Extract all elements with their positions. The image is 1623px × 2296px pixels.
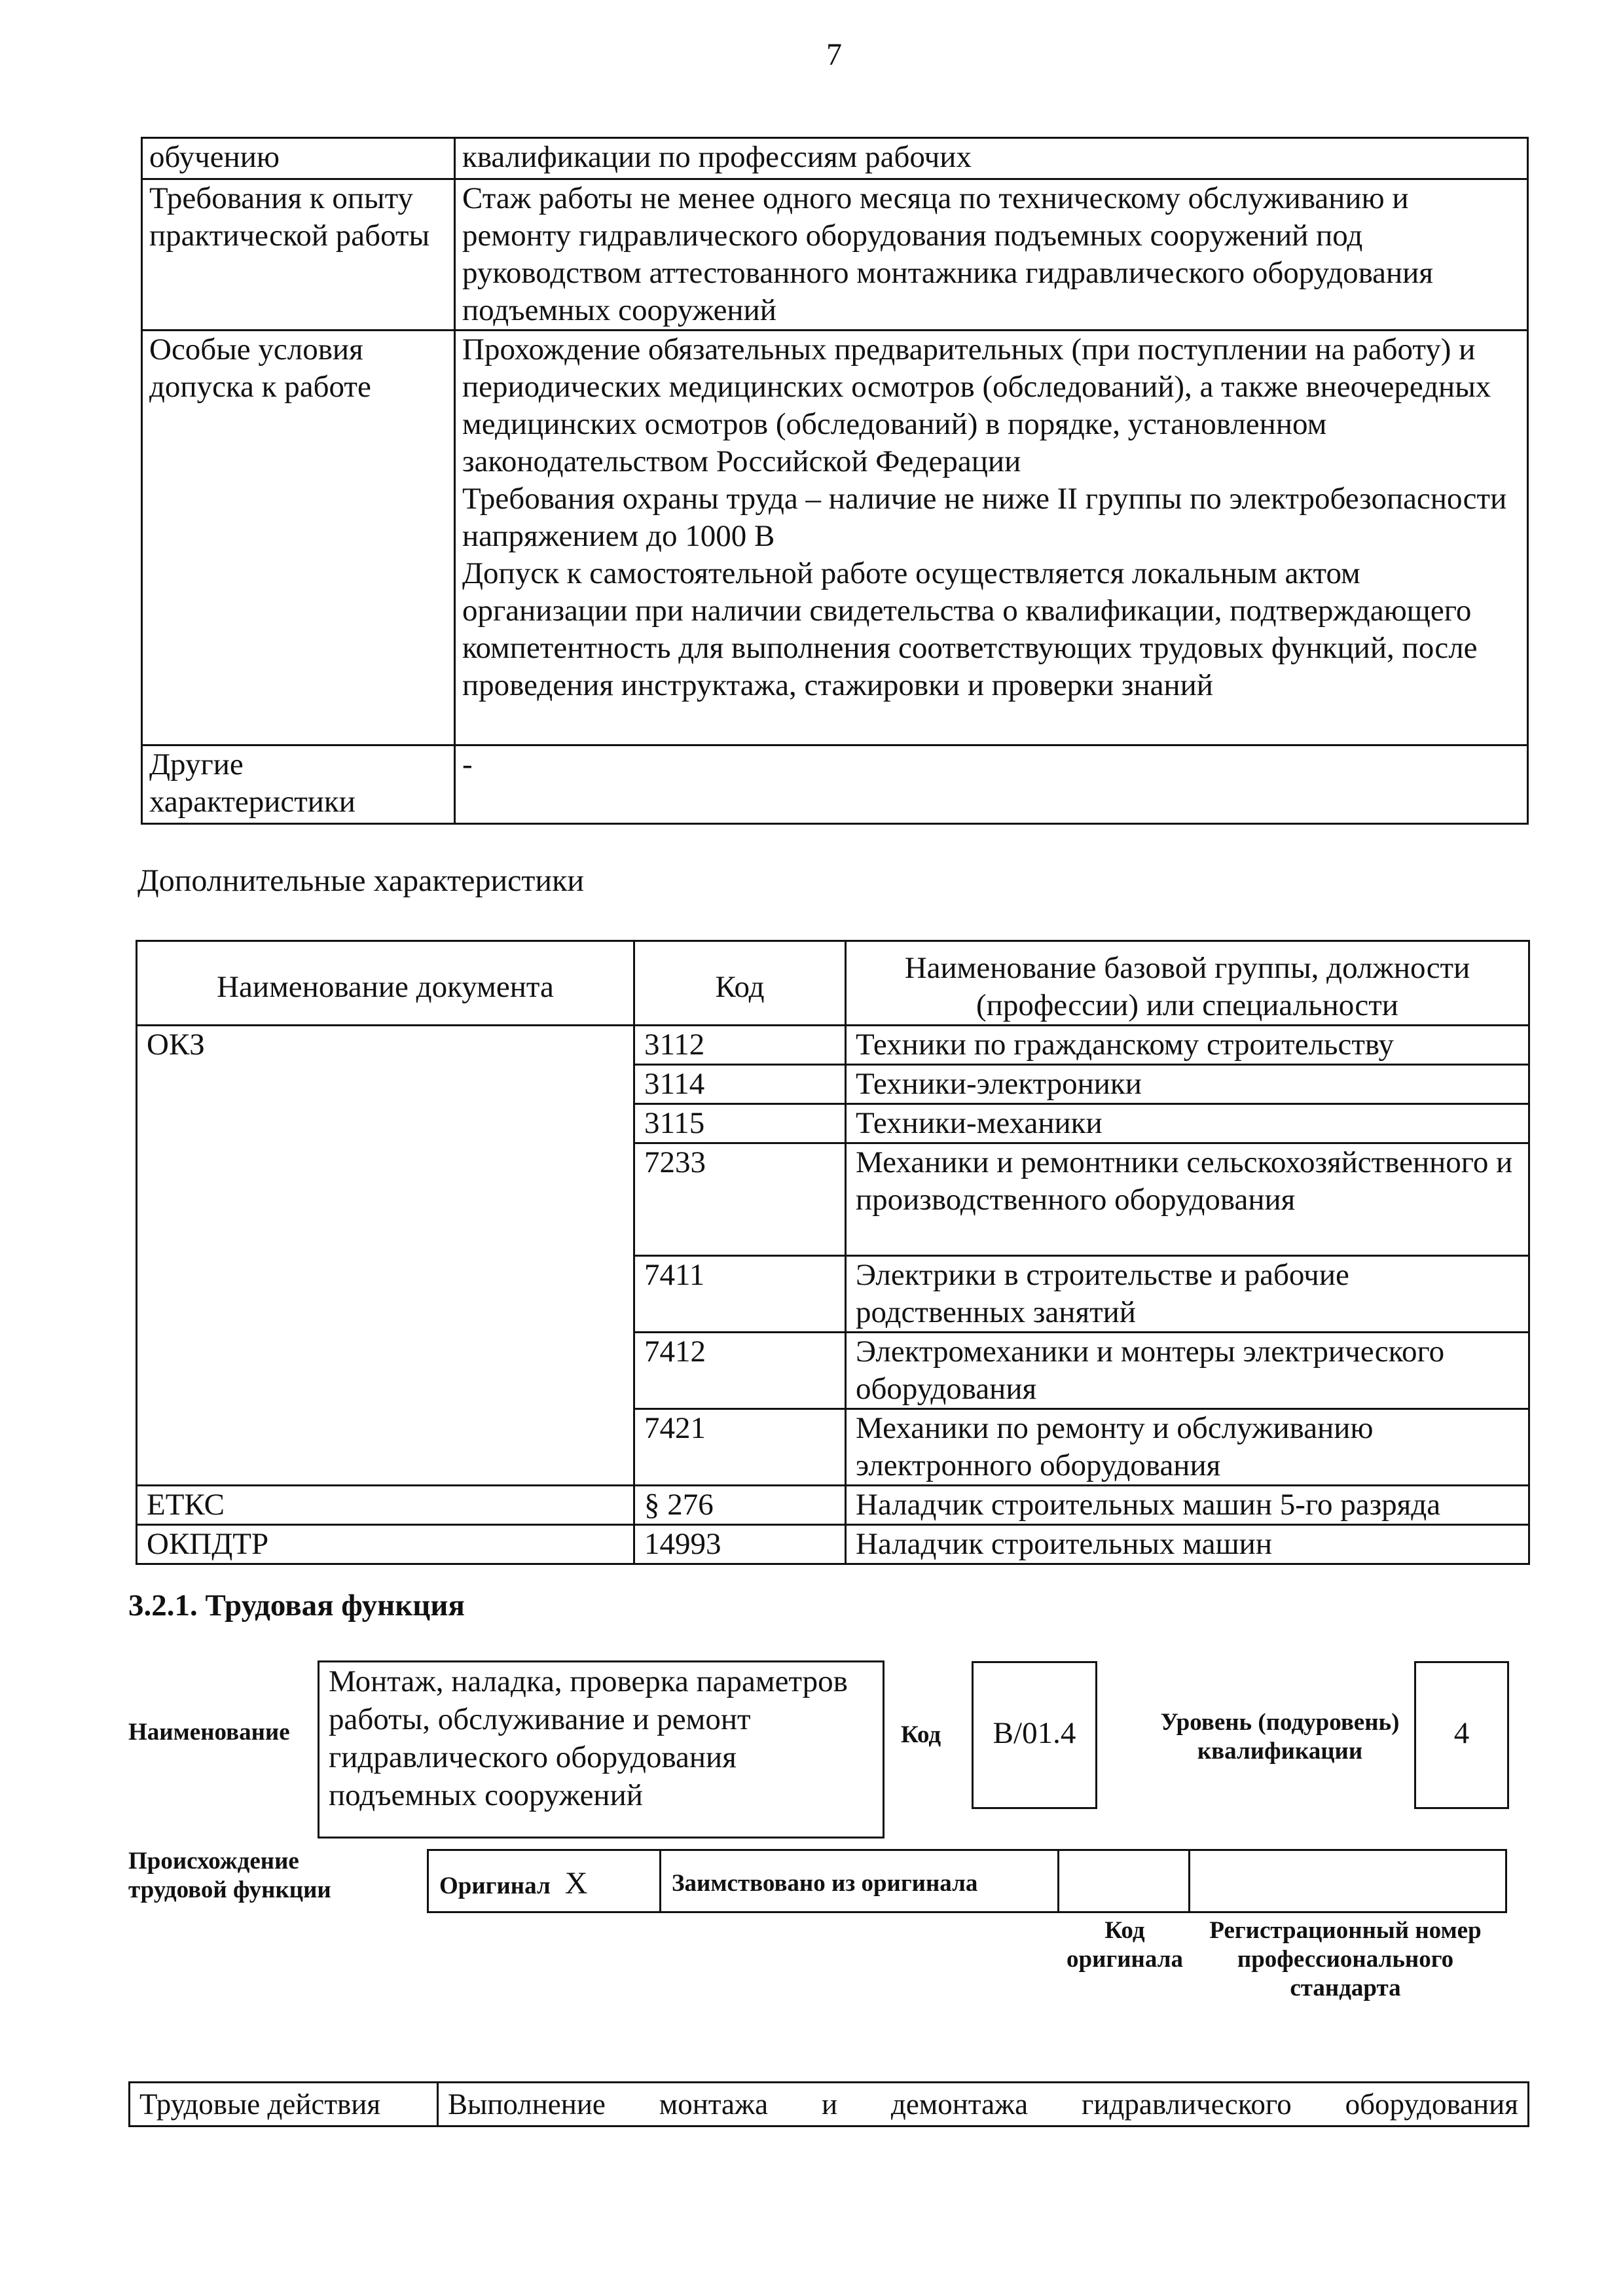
code-cell: 14993 bbox=[634, 1525, 846, 1564]
name-cell: Наладчик строительных машин bbox=[846, 1525, 1529, 1564]
row-value: квалификации по профессиям рабочих bbox=[455, 138, 1528, 179]
name-cell: Электромеханики и монтеры электрического оборудования bbox=[846, 1333, 1529, 1409]
function-code-box bbox=[972, 1661, 1097, 1809]
row-label: Особые условия допуска к работе bbox=[142, 331, 455, 745]
code-cell: 3115 bbox=[634, 1104, 846, 1143]
row-label: обучению bbox=[142, 138, 455, 179]
reg-number-caption: Регистрационный номер профессионального стандарта bbox=[1209, 1917, 1482, 2001]
value-paragraph: Требования охраны труда – наличие не ниже II группы по электробезопасности напряжением до 1000 В bbox=[462, 482, 1507, 553]
level-box bbox=[1414, 1661, 1509, 1809]
code-cell: 3114 bbox=[634, 1065, 846, 1104]
additional-characteristics-table bbox=[136, 940, 1530, 1565]
origin-row bbox=[427, 1849, 1507, 1913]
doc-etks: ЕТКС bbox=[137, 1486, 634, 1525]
header-group-name: Наименование базовой группы, должности (профессии) или специальности bbox=[846, 941, 1529, 1026]
header-code: Код bbox=[634, 941, 846, 1026]
origin-label: Происхождение трудовой функции bbox=[128, 1848, 331, 1903]
table-row bbox=[142, 179, 1528, 331]
function-heading: 3.2.1. Трудовая функция bbox=[128, 1588, 465, 1623]
code-label: Код bbox=[901, 1721, 941, 1748]
word: монтажа bbox=[659, 2088, 769, 2121]
word: оборудования bbox=[1345, 2088, 1518, 2121]
code-cell: 7412 bbox=[634, 1333, 846, 1409]
original-code-cell bbox=[1059, 1851, 1190, 1911]
row-value: - bbox=[455, 745, 1528, 824]
table-row bbox=[142, 745, 1528, 824]
labor-actions-label: Трудовые действия bbox=[130, 2083, 438, 2126]
word: демонтажа bbox=[890, 2088, 1029, 2121]
table-header-row bbox=[137, 941, 1529, 1026]
table-row bbox=[142, 138, 1528, 179]
row-value bbox=[455, 331, 1528, 745]
table-row bbox=[137, 1486, 1529, 1525]
value-paragraph: Прохождение обязательных предварительных (при поступлении на работу) и периодических медицинских осмотров (обследований), а также внеочередных медицинских осмотров (обследований) в порядке, установленном законодательством Российской Федерации bbox=[462, 332, 1491, 478]
original-label: Оригинал bbox=[439, 1873, 551, 1899]
reg-number-cell bbox=[1190, 1851, 1505, 1911]
function-name-text: Монтаж, наладка, проверка параметров работы, обслуживание и ремонт гидравлического оборудования подъемных сооружений bbox=[329, 1664, 848, 1812]
name-cell: Механики и ремонтники сельскохозяйственного и производственного оборудования bbox=[846, 1143, 1529, 1256]
name-cell: Техники по гражданскому строительству bbox=[846, 1026, 1529, 1065]
name-cell: Электрики в строительстве и рабочие родственных занятий bbox=[846, 1256, 1529, 1333]
row-value: Стаж работы не менее одного месяца по техническому обслуживанию и ремонту гидравлического оборудования подъемных сооружений под руководством аттестованного монтажника гидравлического оборудования подъемных сооружений bbox=[455, 179, 1528, 331]
table-row bbox=[130, 2083, 1529, 2126]
qualification-requirements-table bbox=[141, 137, 1529, 825]
code-cell: 7411 bbox=[634, 1256, 846, 1333]
word: и bbox=[821, 2088, 838, 2121]
table-row bbox=[142, 331, 1528, 745]
labor-actions-value bbox=[438, 2083, 1529, 2126]
table-row bbox=[137, 1525, 1529, 1564]
header-document: Наименование документа bbox=[137, 941, 634, 1026]
original-mark: X bbox=[564, 1866, 588, 1901]
code-cell: 7421 bbox=[634, 1409, 846, 1486]
original-code-caption: Код оригинала bbox=[1067, 1917, 1183, 1973]
doc-okpdtr: ОКПДТР bbox=[137, 1525, 634, 1564]
labor-actions-table bbox=[128, 2081, 1529, 2127]
level-value: 4 bbox=[1453, 1716, 1470, 1750]
word: гидравлического bbox=[1081, 2088, 1292, 2121]
name-cell: Механики по ремонту и обслуживанию электронного оборудования bbox=[846, 1409, 1529, 1486]
level-label: Уровень (подуровень) квалификации bbox=[1160, 1709, 1400, 1765]
borrowed-label: Заимствовано из оригинала bbox=[672, 1870, 978, 1897]
function-code-value: B/01.4 bbox=[993, 1716, 1076, 1750]
function-name-box bbox=[318, 1660, 884, 1839]
name-cell: Техники-электроники bbox=[846, 1065, 1529, 1104]
value-paragraph: Допуск к самостоятельной работе осуществляется локальным актом организации при наличии свидетельства о квалификации, подтверждающего компетентность для выполнения соответствующих трудовых функций, после проведения инструктажа, стажировки и проверки знаний bbox=[462, 556, 1478, 702]
section-heading: Дополнительные характеристики bbox=[137, 863, 585, 898]
row-label: Другие характеристики bbox=[142, 745, 455, 824]
name-cell: Наладчик строительных машин 5-го разряда bbox=[846, 1486, 1529, 1525]
doc-okz: ОКЗ bbox=[137, 1026, 634, 1486]
code-cell: 3112 bbox=[634, 1026, 846, 1065]
name-label: Наименование bbox=[128, 1719, 290, 1746]
code-cell: 7233 bbox=[634, 1143, 846, 1256]
word: Выполнение bbox=[448, 2088, 606, 2121]
borrowed-cell bbox=[661, 1851, 1059, 1911]
code-cell: § 276 bbox=[634, 1486, 846, 1525]
name-cell: Техники-механики bbox=[846, 1104, 1529, 1143]
row-label: Требования к опыту практической работы bbox=[142, 179, 455, 331]
page-number: 7 bbox=[826, 37, 842, 72]
table-row bbox=[137, 1026, 1529, 1065]
original-cell bbox=[429, 1851, 661, 1911]
